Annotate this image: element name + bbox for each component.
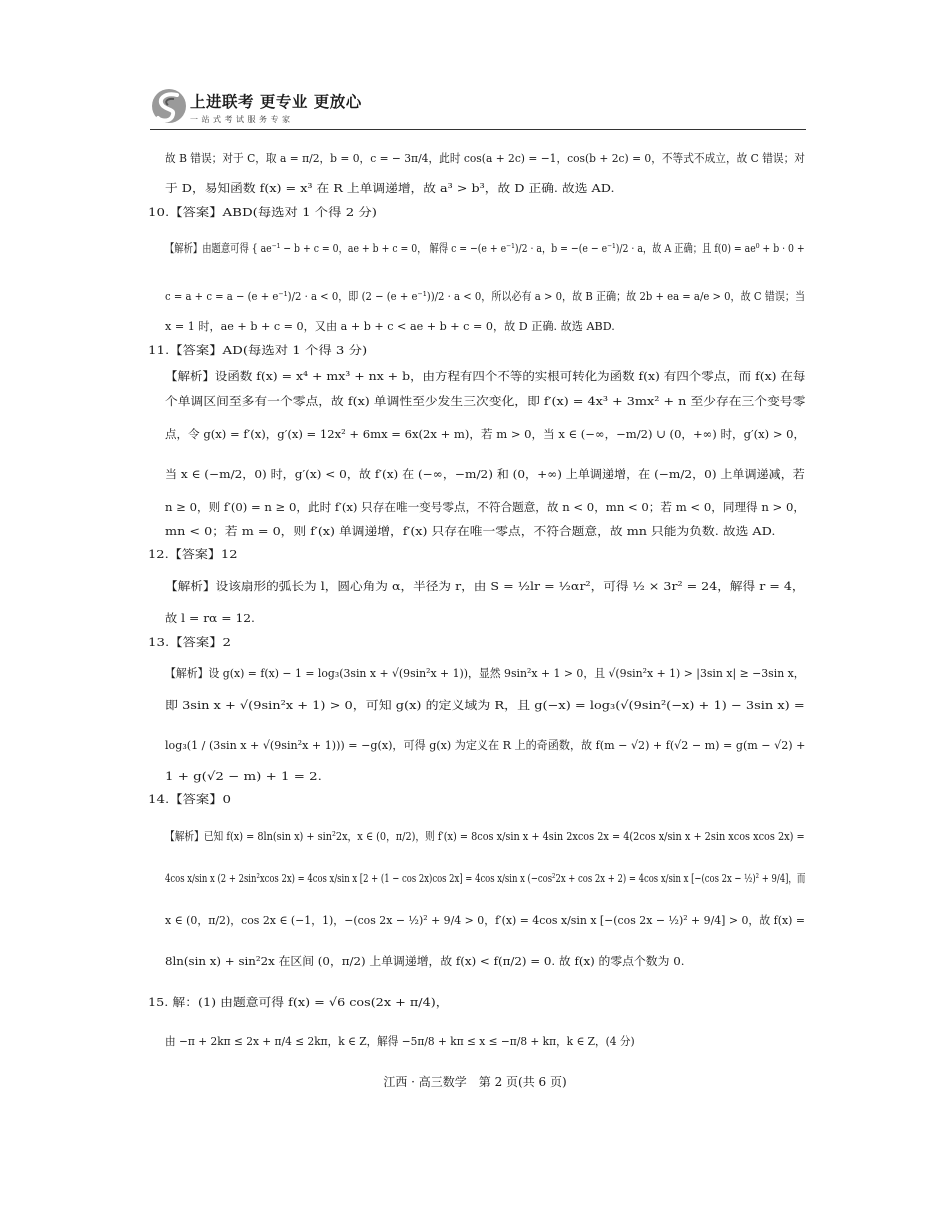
text-line: 15. 解：(1) 由题意可得 f(x) = √6 cos(2x + π/4)， [148,995,449,1009]
text-line: 故 B 错误；对于 C，取 a = π/2，b = 0，c = − 3π/4，此时 cos(a + 2c) = −1，cos(b + 2c) = 0，不等式不成立，故 C 错误；对 [165,151,805,165]
text-line: 13.【答案】2 [148,635,232,649]
text-line: 【解析】设该扇形的弧长为 l，圆心角为 α，半径为 r，由 S = ½lr = ½αr²，可得 ½ × 3r² = 24，解得 r = 4， [165,579,805,593]
header-slogan: 上进联考 更专业 更放心 [190,93,362,111]
text-line: 12.【答案】12 [148,547,238,561]
text-line: 点，令 g(x) = f′(x)，g′(x) = 12x² + 6mx = 6x(2x + m)，若 m > 0，当 x ∈ (−∞，−m/2) ∪ (0，+∞) 时，g′(x) > 0， [165,427,806,441]
text-line: 【解析】设 g(x) = f(x) − 1 = log₃(3sin x + √(9sin²x + 1))，显然 9sin²x + 1 > 0，且 √(9sin²x + 1) > |3sin x| ≥ −3sin x， [165,666,805,680]
text-line: mn < 0；若 m = 0，则 f′(x) 单调递增，f′(x) 只存在唯一零点，不符合题意，故 mn 只能为负数. 故选 AD. [165,524,776,538]
text-line: log₃(1 / (3sin x + √(9sin²x + 1))) = −g(x)，可得 g(x) 为定义在 R 上的奇函数，故 f(m − √2) + f(√2 − m) = g(m − √2) + [165,738,806,752]
text-line: c = a + c = a − (e + e⁻¹)/2 · a < 0，即 (2 − (e + e⁻¹))/2 · a < 0，所以必有 a > 0，故 B 正确；故 2b + ea = a/e > 0，故 C 错误；当 [165,289,806,303]
text-line: 11.【答案】AD(每选对 1 个得 3 分) [148,343,368,357]
text-line: 1 + g(√2 − m) + 1 = 2. [165,769,322,783]
brand-logo-icon [150,86,188,126]
text-line: n ≥ 0，则 f′(0) = n ≥ 0，此时 f′(x) 只存在唯一变号零点，不符合题意，故 n < 0，mn < 0；若 m < 0，同理得 n > 0， [165,500,805,514]
text-line: 于 D，易知函数 f(x) = x³ 在 R 上单调递增，故 a³ > b³，故 D 正确. 故选 AD. [165,181,615,195]
text-line: 10.【答案】ABD(每选对 1 个得 2 分) [148,205,377,219]
text-line: 【解析】已知 f(x) = 8ln(sin x) + sin²2x，x ∈ (0，π/2)，则 f′(x) = 8cos x/sin x + 4sin 2xcos 2x = 4(2cos x/sin x + 2sin xcos xcos 2x) = [165,829,805,843]
text-line: 故 l = rα = 12. [165,611,255,625]
text-line: 4cos x/sin x (2 + 2sin²xcos 2x) = 4cos x/sin x [2 + (1 − cos 2x)cos 2x] = 4cos x/sin x (−cos²2x + cos 2x + 2) = 4cos x/sin x [−(cos 2x − ½)² + 9/4]，而 [165,871,806,885]
page-header [150,86,806,136]
text-line: 个单调区间至多有一个零点，故 f(x) 单调性至少发生三次变化，即 f′(x) = 4x³ + 3mx² + n 至少存在三个变号零 [165,394,806,408]
text-line: 【解析】由题意可得 { ae⁻¹ − b + c = 0，ae + b + c = 0， 解得 c = −(e + e⁻¹)/2 · a，b = −(e − e⁻¹)/2 · a，故 A 正确；且 f(0) = ae⁰ + b · 0 + [165,241,805,255]
header-subtitle: 一站式考试服务专家 [190,115,294,124]
text-line: x = 1 时，ae + b + c = 0，又由 a + b + c < ae + b + c = 0，故 D 正确. 故选 ABD. [165,319,615,333]
text-line: x ∈ (0，π/2)，cos 2x ∈ (−1，1)，−(cos 2x − ½)² + 9/4 > 0，f′(x) = 4cos x/sin x [−(cos 2x − ½)² + 9/4] > 0，故 f(x) = [165,913,805,927]
text-line: 【解析】设函数 f(x) = x⁴ + mx³ + nx + b，由方程有四个不等的实根可转化为函数 f(x) 有四个零点，而 f(x) 在每 [165,369,806,383]
header-divider [150,129,806,130]
text-line: 8ln(sin x) + sin²2x 在区间 (0，π/2) 上单调递增，故 f(x) < f(π/2) = 0. 故 f(x) 的零点个数为 0. [165,954,685,968]
text-line: 当 x ∈ (−m/2，0) 时，g′(x) < 0，故 f′(x) 在 (−∞，−m/2) 和 (0，+∞) 上单调递增，在 (−m/2，0) 上单调递减，若 [165,467,805,481]
text-line: 由 −π + 2kπ ≤ 2x + π/4 ≤ 2kπ，k ∈ Z，解得 −5π/8 + kπ ≤ x ≤ −π/8 + kπ，k ∈ Z，(4 分) [165,1034,635,1048]
page-footer: 江西 · 高三数学 第 2 页(共 6 页) [383,1075,567,1089]
text-line: 即 3sin x + √(9sin²x + 1) > 0，可知 g(x) 的定义域为 R，且 g(−x) = log₃(√(9sin²(−x) + 1) − 3sin x) = [165,698,805,712]
text-line: 14.【答案】0 [148,792,232,806]
